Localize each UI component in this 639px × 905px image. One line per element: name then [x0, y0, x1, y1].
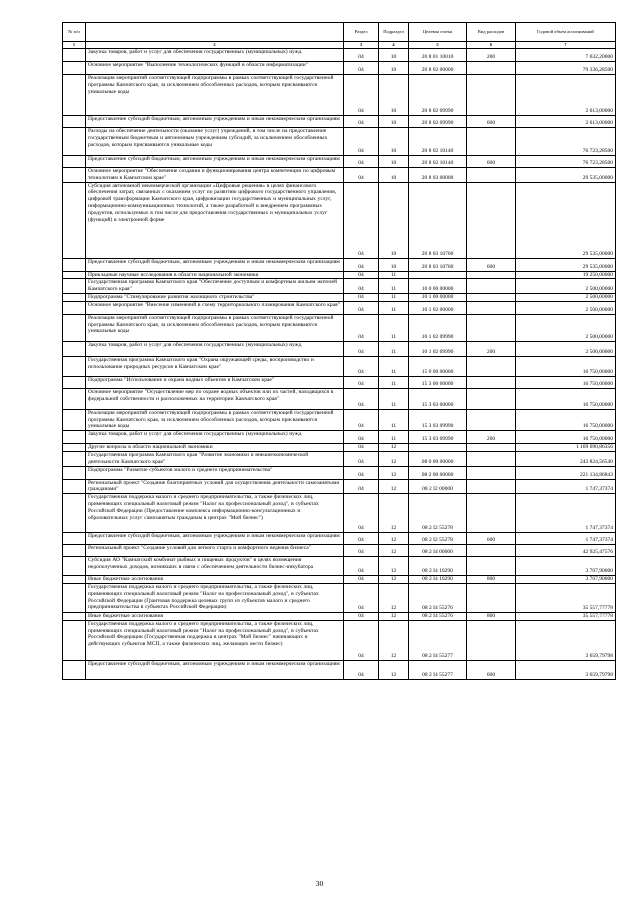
row-name-cell: Субсидия автономной некоммерческой организации «Цифровые решения» в целях финансового обеспечения затрат, связанных с оказанием услуг по развитию цифрового государственного управления, цифровой трансформации Камчатского края, цифровизации государственных и муниципальных услуг, информационно-коммуникационных технологий, а также разработкой и внедрением программных продуктов, используемых в том числе для предоставления государственных и муниципальных услуг (функций) в электронной форме — [86, 182, 344, 258]
row-number-cell — [63, 612, 86, 620]
row-amount-cell: 2 613,00000 — [516, 75, 616, 116]
row-razdel-cell: 04 — [344, 545, 379, 557]
row-amount-cell: 7 632,20000 — [516, 49, 616, 62]
row-statya-cell: 20 8 03 10760 — [409, 182, 467, 258]
table-row — [63, 62, 616, 75]
row-statya-cell: 08 0 00 00000 — [409, 451, 467, 466]
row-amount-cell: 76 723,28500 — [516, 128, 616, 156]
header-cell-statya: Целевая статья — [409, 23, 467, 42]
budget-table-sheet — [62, 22, 615, 680]
table-row — [63, 356, 616, 376]
row-amount-cell: 3 659,79798 — [516, 620, 616, 660]
table-row — [63, 168, 616, 183]
row-number-cell — [63, 62, 86, 75]
row-podrazdel-cell: 12 — [379, 545, 409, 557]
row-razdel-cell: 04 — [344, 75, 379, 116]
row-statya-cell: 08 2 I2 00000 — [409, 479, 467, 494]
row-razdel-cell: 04 — [344, 128, 379, 156]
row-name-cell: Предоставление субсидий бюджетным, автономным учреждениям и иным некоммерческим организациям — [86, 116, 344, 128]
row-number-cell — [63, 409, 86, 430]
row-amount-cell: 42 925,47576 — [516, 545, 616, 557]
row-razdel-cell: 04 — [344, 388, 379, 409]
row-amount-cell: 35 557,77778 — [516, 583, 616, 612]
row-name-cell: Региональный проект "Создание благоприятных условий для осуществления деятельности самозанятыми гражданами" — [86, 479, 344, 494]
row-name-cell: Субсидия АО "Камчатский комбинат рыбных и пищевых продуктов" в целях возмещения недополученных доходов, возникших в связи с обеспечением деятельности бизнес-инкубатора — [86, 557, 344, 576]
row-statya-cell: 20 8 03 10760 — [409, 258, 467, 271]
row-number-cell — [63, 479, 86, 494]
row-razdel-cell: 04 — [344, 431, 379, 444]
row-podrazdel-cell: 11 — [379, 431, 409, 444]
table-row — [63, 293, 616, 301]
row-podrazdel-cell: 10 — [379, 116, 409, 128]
row-razdel-cell: 04 — [344, 612, 379, 620]
row-number-cell — [63, 583, 86, 612]
row-razdel-cell: 04 — [344, 376, 379, 388]
row-razdel-cell: 04 — [344, 444, 379, 452]
row-vid-cell — [467, 279, 516, 294]
row-number-cell — [63, 356, 86, 376]
row-statya-cell: 20 8 02 09990 — [409, 116, 467, 128]
row-vid-cell — [467, 293, 516, 301]
table-row — [63, 494, 616, 533]
table-header-row — [63, 23, 616, 42]
row-podrazdel-cell: 11 — [379, 271, 409, 279]
row-vid-cell: 600 — [467, 660, 516, 679]
row-vid-cell: 800 — [467, 612, 516, 620]
row-podrazdel-cell: 10 — [379, 128, 409, 156]
column-number-cell: 2 — [86, 42, 344, 49]
column-number-row — [63, 42, 616, 49]
table-row — [63, 49, 616, 62]
row-razdel-cell: 04 — [344, 279, 379, 294]
row-name-cell: Региональный проект "Создание условий для легкого старта и комфортного ведения бизнеса" — [86, 545, 344, 557]
page-number: 30 — [315, 879, 324, 888]
row-amount-cell: 1 747,37374 — [516, 479, 616, 494]
row-podrazdel-cell: 11 — [379, 376, 409, 388]
row-name-cell: Подпрограмма "Стимулирование развития жилищного строительства" — [86, 293, 344, 301]
row-statya-cell: 08 2 I2 55278 — [409, 494, 467, 533]
row-number-cell — [63, 576, 86, 584]
table-row — [63, 466, 616, 479]
row-vid-cell: 200 — [467, 431, 516, 444]
row-podrazdel-cell: 11 — [379, 293, 409, 301]
row-amount-cell: 76 723,28500 — [516, 156, 616, 168]
table-row — [63, 341, 616, 356]
row-podrazdel-cell: 10 — [379, 258, 409, 271]
row-name-cell: Государственная программа Камчатского края "Развитие экономики и внешнеэкономической деятельности Камчатского края" — [86, 451, 344, 466]
row-statya-cell: 08 2 I4 55277 — [409, 660, 467, 679]
row-vid-cell — [467, 62, 516, 75]
row-number-cell — [63, 279, 86, 294]
row-vid-cell: 600 — [467, 258, 516, 271]
row-name-cell: Реализация мероприятий соответствующей подпрограммы в рамках соответствующей государственной программы Камчатского края, за исключением обособленных расходов, которым присваиваются уникальные коды — [86, 75, 344, 116]
row-podrazdel-cell: 11 — [379, 356, 409, 376]
row-name-cell: Другие вопросы в области национальной экономики — [86, 444, 344, 452]
row-podrazdel-cell: 11 — [379, 279, 409, 294]
row-statya-cell: 10 1 02 09990 — [409, 314, 467, 341]
row-podrazdel-cell: 12 — [379, 444, 409, 452]
row-name-cell: Предоставление субсидий бюджетным, автономным учреждениям и иным некоммерческим организациям — [86, 533, 344, 545]
row-amount-cell: 2 500,00000 — [516, 341, 616, 356]
row-podrazdel-cell: 11 — [379, 301, 409, 314]
table-row — [63, 314, 616, 341]
row-statya-cell: 08 2 I4 00000 — [409, 545, 467, 557]
row-name-cell: Подпрограмма "Использование и охрана водных объектов в Камчатском крае" — [86, 376, 344, 388]
row-vid-cell — [467, 128, 516, 156]
row-razdel-cell: 04 — [344, 116, 379, 128]
row-name-cell: Основное мероприятие "Обеспечение создания и функционирования центра компетенции по цифровым технологиям в Камчатском крае" — [86, 168, 344, 183]
row-number-cell — [63, 182, 86, 258]
row-name-cell: Подпрограмма "Развитие субъектов малого и среднего предпринимательства" — [86, 466, 344, 479]
row-amount-cell: 16 750,00000 — [516, 431, 616, 444]
row-statya-cell — [409, 271, 467, 279]
row-statya-cell: 15 3 03 09990 — [409, 431, 467, 444]
row-statya-cell: 20 8 03 00000 — [409, 168, 467, 183]
row-vid-cell — [467, 75, 516, 116]
row-number-cell — [63, 341, 86, 356]
row-number-cell — [63, 116, 86, 128]
table-row — [63, 376, 616, 388]
row-statya-cell: 20 8 02 10140 — [409, 156, 467, 168]
row-statya-cell: 08 2 I4 55276 — [409, 612, 467, 620]
table-row — [63, 279, 616, 294]
table-row — [63, 128, 616, 156]
row-razdel-cell: 04 — [344, 494, 379, 533]
row-number-cell — [63, 431, 86, 444]
row-razdel-cell: 04 — [344, 156, 379, 168]
row-podrazdel-cell: 11 — [379, 314, 409, 341]
row-razdel-cell: 04 — [344, 466, 379, 479]
column-number-cell: 4 — [379, 42, 409, 49]
row-amount-cell: 16 750,00000 — [516, 409, 616, 430]
row-amount-cell: 2 500,00000 — [516, 293, 616, 301]
row-razdel-cell: 04 — [344, 409, 379, 430]
row-razdel-cell: 04 — [344, 533, 379, 545]
table-row — [63, 409, 616, 430]
row-number-cell — [63, 466, 86, 479]
row-name-cell: Основное мероприятие "Внесение изменений в схему территориального планирования Камчатского края" — [86, 301, 344, 314]
row-razdel-cell: 04 — [344, 293, 379, 301]
row-vid-cell — [467, 494, 516, 533]
row-podrazdel-cell: 10 — [379, 156, 409, 168]
row-podrazdel-cell: 12 — [379, 494, 409, 533]
row-name-cell: Закупка товаров, работ и услуг для обеспечения государственных (муниципальных) нужд — [86, 431, 344, 444]
row-amount-cell: 16 750,00000 — [516, 356, 616, 376]
row-razdel-cell: 04 — [344, 576, 379, 584]
row-vid-cell — [467, 409, 516, 430]
row-number-cell — [63, 258, 86, 271]
row-amount-cell: 79 336,28500 — [516, 62, 616, 75]
row-statya-cell: 20 8 02 09990 — [409, 75, 467, 116]
header-cell-name — [86, 23, 344, 42]
table-body — [63, 49, 616, 680]
row-number-cell — [63, 620, 86, 660]
column-number-cell: 5 — [409, 42, 467, 49]
row-statya-cell: 10 1 02 09990 — [409, 341, 467, 356]
row-name-cell: Предоставление субсидий бюджетным, автономным учреждениям и иным некоммерческим организациям — [86, 156, 344, 168]
row-name-cell: Государственная программа Камчатского края "Охрана окружающей среды, воспроизводство и использование природных ресурсов в Камчатском крае" — [86, 356, 344, 376]
row-number-cell — [63, 49, 86, 62]
row-vid-cell — [467, 451, 516, 466]
row-podrazdel-cell: 10 — [379, 182, 409, 258]
row-amount-cell: 2 500,00000 — [516, 301, 616, 314]
row-number-cell — [63, 388, 86, 409]
row-podrazdel-cell: 10 — [379, 168, 409, 183]
column-number-cell: 3 — [344, 42, 379, 49]
row-name-cell: Иные бюджетные ассигнования — [86, 576, 344, 584]
row-number-cell — [63, 271, 86, 279]
row-statya-cell: 08 2 00 00000 — [409, 466, 467, 479]
row-amount-cell: 35 557,77778 — [516, 612, 616, 620]
header-cell-podrazdel: Подраздел — [379, 23, 409, 42]
row-podrazdel-cell: 11 — [379, 388, 409, 409]
row-number-cell — [63, 660, 86, 679]
table-row — [63, 156, 616, 168]
row-podrazdel-cell: 12 — [379, 620, 409, 660]
row-statya-cell: 08 2 I4 10290 — [409, 576, 467, 584]
row-vid-cell: 600 — [467, 533, 516, 545]
table-row — [63, 388, 616, 409]
row-statya-cell: 15 3 03 00000 — [409, 388, 467, 409]
header-cell-amount: Годовой объем ассигнований — [516, 23, 616, 42]
row-number-cell — [63, 314, 86, 341]
table-row — [63, 612, 616, 620]
row-podrazdel-cell: 10 — [379, 49, 409, 62]
row-podrazdel-cell: 12 — [379, 660, 409, 679]
row-podrazdel-cell: 11 — [379, 341, 409, 356]
row-statya-cell: 08 2 I4 55276 — [409, 583, 467, 612]
row-vid-cell — [467, 557, 516, 576]
row-vid-cell — [467, 545, 516, 557]
row-vid-cell: 200 — [467, 341, 516, 356]
row-vid-cell — [467, 168, 516, 183]
row-podrazdel-cell: 12 — [379, 466, 409, 479]
row-number-cell — [63, 128, 86, 156]
table-row — [63, 431, 616, 444]
column-number-cell: 6 — [467, 42, 516, 49]
row-name-cell: Государственная программа Камчатского края "Обеспечение доступным и комфортным жильем жителей Камчатского края" — [86, 279, 344, 294]
row-razdel-cell: 04 — [344, 660, 379, 679]
row-number-cell — [63, 75, 86, 116]
row-razdel-cell: 04 — [344, 168, 379, 183]
row-vid-cell: 600 — [467, 116, 516, 128]
row-name-cell: Государственная поддержка малого и среднего предпринимательства, а также физических лиц, применяющих специальный налоговый режим "Налог на профессиональный доход", в субъектах Российской Федерации (Грантовая поддержка целевых групп из субъектов малого и среднего предпринимательства в субъектах Российской Федерации) — [86, 583, 344, 612]
row-podrazdel-cell: 10 — [379, 62, 409, 75]
header-cell-vid: Вид расходов — [467, 23, 516, 42]
row-podrazdel-cell: 12 — [379, 479, 409, 494]
row-number-cell — [63, 533, 86, 545]
table-row — [63, 545, 616, 557]
row-name-cell: Закупка товаров, работ и услуг для обеспечения государственных (муниципальных) нужд — [86, 341, 344, 356]
table-row — [63, 271, 616, 279]
row-razdel-cell: 04 — [344, 271, 379, 279]
row-vid-cell — [467, 182, 516, 258]
row-podrazdel-cell: 12 — [379, 583, 409, 612]
row-statya-cell: 08 2 I4 10290 — [409, 557, 467, 576]
row-razdel-cell: 04 — [344, 182, 379, 258]
row-podrazdel-cell: 10 — [379, 75, 409, 116]
row-vid-cell — [467, 271, 516, 279]
table-row — [63, 182, 616, 258]
row-razdel-cell: 04 — [344, 341, 379, 356]
row-razdel-cell: 04 — [344, 314, 379, 341]
row-number-cell — [63, 494, 86, 533]
row-name-cell: Иные бюджетные ассигнования — [86, 612, 344, 620]
row-amount-cell: 19 250,00000 — [516, 271, 616, 279]
row-amount-cell: 2 500,00000 — [516, 314, 616, 341]
table-row — [63, 557, 616, 576]
row-razdel-cell: 04 — [344, 301, 379, 314]
row-vid-cell — [467, 301, 516, 314]
row-vid-cell — [467, 314, 516, 341]
row-amount-cell: 1 169 690,86356 — [516, 444, 616, 452]
row-razdel-cell: 04 — [344, 451, 379, 466]
row-number-cell — [63, 376, 86, 388]
row-statya-cell: 10 1 02 00000 — [409, 301, 467, 314]
row-amount-cell: 29 535,00000 — [516, 258, 616, 271]
row-podrazdel-cell: 12 — [379, 557, 409, 576]
row-name-cell: Государственная поддержка малого и среднего предпринимательства, а также физических лиц, применяющих специальный налоговый режим "Налог на профессиональный доход", в субъектах Российской Федерации (Предоставление комплекса информационно-консультационных и образовательных услуг самозанятым гражданам в центрах "Мой бизнес") — [86, 494, 344, 533]
row-podrazdel-cell: 12 — [379, 533, 409, 545]
row-podrazdel-cell: 11 — [379, 409, 409, 430]
table-row — [63, 301, 616, 314]
row-razdel-cell: 04 — [344, 49, 379, 62]
row-name-cell: Закупка товаров, работ и услуг для обеспечения государственных (муниципальных) нужд — [86, 49, 344, 62]
column-number-cell: 7 — [516, 42, 616, 49]
header-cell-razdel: Раздел — [344, 23, 379, 42]
row-razdel-cell: 04 — [344, 620, 379, 660]
row-name-cell: Прикладные научные исследования в области национальной экономики — [86, 271, 344, 279]
row-podrazdel-cell: 12 — [379, 451, 409, 466]
table-row — [63, 533, 616, 545]
table-row — [63, 444, 616, 452]
row-vid-cell: 800 — [467, 576, 516, 584]
table-row — [63, 116, 616, 128]
row-number-cell — [63, 293, 86, 301]
budget-table — [62, 22, 616, 680]
row-razdel-cell: 04 — [344, 258, 379, 271]
table-row — [63, 583, 616, 612]
row-razdel-cell: 04 — [344, 356, 379, 376]
row-vid-cell — [467, 620, 516, 660]
row-vid-cell — [467, 356, 516, 376]
row-podrazdel-cell: 12 — [379, 612, 409, 620]
row-vid-cell: 600 — [467, 156, 516, 168]
row-statya-cell — [409, 444, 467, 452]
row-vid-cell — [467, 479, 516, 494]
row-amount-cell: 2 613,00000 — [516, 116, 616, 128]
row-statya-cell: 20 8 01 10010 — [409, 49, 467, 62]
row-amount-cell: 29 535,00000 — [516, 168, 616, 183]
row-name-cell: Основное мероприятие "Осуществление мер по охране водных объектов или их частей, находящихся в федеральной собственности и расположенных на территории Камчатского края" — [86, 388, 344, 409]
row-amount-cell: 16 750,00000 — [516, 388, 616, 409]
row-amount-cell: 243 824,56540 — [516, 451, 616, 466]
table-row — [63, 479, 616, 494]
row-number-cell — [63, 156, 86, 168]
row-statya-cell: 15 3 00 00000 — [409, 376, 467, 388]
row-amount-cell: 1 747,37374 — [516, 494, 616, 533]
row-number-cell — [63, 557, 86, 576]
row-name-cell: Предоставление субсидий бюджетным, автономным учреждениям и иным некоммерческим организациям — [86, 660, 344, 679]
row-razdel-cell: 04 — [344, 557, 379, 576]
row-number-cell — [63, 444, 86, 452]
column-number-cell: 1 — [63, 42, 86, 49]
table-row — [63, 258, 616, 271]
row-statya-cell: 20 8 02 10140 — [409, 128, 467, 156]
row-number-cell — [63, 451, 86, 466]
row-vid-cell — [467, 444, 516, 452]
row-amount-cell: 3 707,90000 — [516, 557, 616, 576]
row-amount-cell: 16 750,00000 — [516, 376, 616, 388]
row-podrazdel-cell: 12 — [379, 576, 409, 584]
row-statya-cell: 15 3 03 09990 — [409, 409, 467, 430]
row-name-cell: Расходы на обеспечение деятельности (оказание услуг) учреждений, в том числе на предоставление государственным бюджетным и автономным учреждениям субсидий, за исключением обособленных расходов, которым присваиваются уникальные коды — [86, 128, 344, 156]
row-statya-cell: 10 1 00 00000 — [409, 293, 467, 301]
row-razdel-cell: 04 — [344, 583, 379, 612]
table-row — [63, 75, 616, 116]
row-number-cell — [63, 301, 86, 314]
row-number-cell — [63, 168, 86, 183]
table-row — [63, 576, 616, 584]
row-vid-cell — [467, 376, 516, 388]
table-row — [63, 620, 616, 660]
row-amount-cell: 29 535,00000 — [516, 182, 616, 258]
row-amount-cell: 2 500,00000 — [516, 279, 616, 294]
row-statya-cell: 10 0 00 00000 — [409, 279, 467, 294]
table-row — [63, 660, 616, 679]
row-name-cell: Предоставление субсидий бюджетным, автономным учреждениям и иным некоммерческим организациям — [86, 258, 344, 271]
row-vid-cell — [467, 583, 516, 612]
row-statya-cell: 15 0 00 00000 — [409, 356, 467, 376]
header-cell-number: № п/п — [63, 23, 86, 42]
row-name-cell: Реализация мероприятий соответствующей подпрограммы в рамках соответствующей государственной программы Камчатского края, за исключением обособленных расходов, которым присваиваются уникальные коды — [86, 314, 344, 341]
row-amount-cell: 221 134,86843 — [516, 466, 616, 479]
table-row — [63, 451, 616, 466]
row-razdel-cell: 04 — [344, 62, 379, 75]
row-name-cell: Реализация мероприятий соответствующей подпрограммы в рамках соответствующей государственной программы Камчатского края, за исключением обособленных расходов, которым присваиваются уникальные коды — [86, 409, 344, 430]
row-statya-cell: 20 8 02 00000 — [409, 62, 467, 75]
row-amount-cell: 3 659,79798 — [516, 660, 616, 679]
row-razdel-cell: 04 — [344, 479, 379, 494]
row-vid-cell: 200 — [467, 49, 516, 62]
row-vid-cell — [467, 466, 516, 479]
row-amount-cell: 1 747,37374 — [516, 533, 616, 545]
row-name-cell: Государственная поддержка малого и среднего предпринимательства, а также физических лиц, применяющих специальный налоговый режим "Налог на профессиональный доход", в субъектах Российской Федерации (Государственная поддержка в центрах "Мой бизнес" начинающих и действующих субъектов МСП, а также физических лиц, желающих вести бизнес) — [86, 620, 344, 660]
row-name-cell: Основное мероприятие "Выполнение технологических функций в области информатизации" — [86, 62, 344, 75]
row-number-cell — [63, 545, 86, 557]
row-vid-cell — [467, 388, 516, 409]
row-statya-cell: 08 2 I4 55277 — [409, 620, 467, 660]
row-statya-cell: 08 2 I2 55278 — [409, 533, 467, 545]
row-amount-cell: 3 707,90000 — [516, 576, 616, 584]
